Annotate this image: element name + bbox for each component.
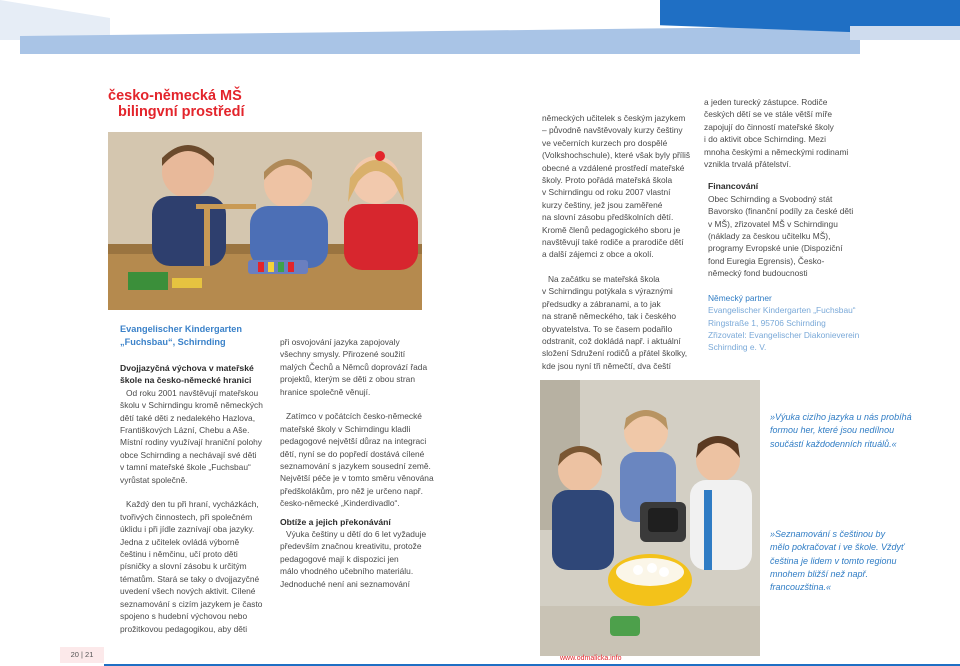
right-column-3a-line: – původně navštěvovaly kurzy češtiny — [542, 125, 683, 136]
left-column-1-line: uvedení všech nových aktivit. Cílené — [120, 586, 256, 597]
left-column-1-line: tématům. Stará se taky o dvojjazyčné — [120, 573, 260, 584]
quote-2-line: francouzština.« — [770, 582, 832, 593]
right-column-3a-line: obecné a vzdálené prostředí mateřské — [542, 162, 685, 173]
title-line-2: bilingvní prostředí — [118, 104, 245, 120]
right-column-4a-line: mnoha českými a německými rodinami — [704, 146, 849, 157]
left-column-1-line: písničky a slovní zásobu k určitým — [120, 561, 247, 572]
photo-illustration-2 — [540, 380, 760, 656]
photo-children-popcorn — [540, 380, 760, 656]
quote-1-line: »Výuka cizího jazyka u nás probíhá — [770, 412, 912, 422]
right-column-3a-line: Kromě členů pedagogického sboru je — [542, 224, 681, 235]
section1-heading-line-1: Dvojjazyčná výchova v mateřské — [120, 363, 254, 373]
left-column-2a-line: Zatímco v počátcích česko-německé — [286, 411, 422, 422]
left-column-2-text-b — [280, 528, 455, 590]
left-column-1-line — [120, 486, 285, 498]
page-numbers: 20 | 21 — [60, 647, 104, 663]
left-column-1-line: prožitkovou pedagogikou, aby děti — [120, 623, 248, 634]
left-column-2b-line: Jednoduché není ani seznamování — [280, 578, 410, 589]
financing-text — [704, 193, 864, 280]
right-column-3a-line: (Volkshochschule), které však byly příliš — [542, 150, 691, 161]
left-column-1-line: Jedna z učitelek ovládá výborně — [120, 536, 240, 547]
right-column-3-text-a — [542, 112, 712, 261]
left-column-2a-line: česko-německé „Kinderdivadlo“. — [280, 498, 400, 509]
photo-children-playing — [108, 132, 422, 310]
left-column-2a-line: projektů, kterým se děti z obou stran — [280, 374, 415, 385]
left-column-2-text-a — [280, 336, 455, 510]
kindergarten-name-line-1: Evangelischer Kindergarten — [120, 324, 243, 334]
header-stripe-mid — [20, 26, 860, 54]
left-column-2b-line: pedagogové mají k dispozici jen — [280, 553, 399, 564]
left-column-2 — [280, 336, 455, 590]
left-column-1-line: v tamní mateřské škole „Fuchsbau“ — [120, 462, 251, 473]
left-column-1-line: spojeno s hudební výchovou nebo — [120, 611, 248, 622]
right-column-3a-line: školy. Proto pořádá mateřská škola — [542, 175, 673, 186]
photo-illustration-1 — [108, 132, 422, 310]
kindergarten-name-line-2: „Fuchsbau“, Schirnding — [120, 337, 226, 347]
right-column-3a-line: německých učitelek s českým jazykem — [542, 113, 686, 123]
kindergarten-name — [120, 323, 280, 349]
partner-line: Ringstraße 1, 95706 Schirnding — [708, 317, 826, 328]
right-column-3b-line: odstranit, což dokládá např. i aktuální — [542, 335, 681, 346]
left-column-2a-line: mateřské školy v Schirndingu kladli — [280, 423, 411, 434]
right-column-3a-line: kurzy češtiny, jež jsou zaměřené — [542, 199, 663, 210]
page-title — [108, 88, 244, 120]
right-column-3b-line: složení Sdružení rodičů a přátel školky, — [542, 348, 688, 359]
header-stripe-light — [0, 0, 110, 40]
left-column-2b-line: především značnou kreativitu, protože — [280, 541, 422, 552]
quote-2-line: mnohem bližší než např. — [770, 568, 869, 579]
partner-line: Schirnding e. V. — [708, 342, 767, 353]
left-column-1-line: vyrůstat společně. — [120, 474, 188, 485]
left-column-2a-line — [280, 398, 455, 410]
right-column-3b-line: předsudky a zábranami, a to jak — [542, 298, 661, 309]
left-column-2a-line: malých Čechů a Němců doprovází řada — [280, 361, 428, 372]
left-column-1-line: tvořivých činnostech, při společném — [120, 511, 253, 522]
financing-line: programy Evropské unie (Dispoziční — [708, 243, 843, 254]
left-column-2b-line: Výuka češtiny u dětí do 6 let vyžaduje — [286, 529, 427, 540]
quote-2-line: mělo pokračovat i ve škole. Vždyť — [770, 542, 905, 553]
left-column-2a-line: všechny smysly. Přirozené soužití — [280, 349, 406, 360]
left-column-1-line: úklidu i při jídle zaznívají oba jazyky. — [120, 524, 255, 535]
quote-1-line: formou her, které jsou nedílnou — [770, 425, 895, 436]
right-column-3b-line: Na začátku se mateřská škola — [548, 273, 660, 284]
left-column-1-text — [120, 387, 285, 635]
financing-line: Bavorsko (finanční podíly za české děti — [708, 206, 854, 217]
right-column-3a-line: ve večerních kurzech pro dospělé — [542, 137, 668, 148]
quote-2-line: čeština je lidem v tomto regionu — [770, 555, 897, 566]
section2-heading: Obtíže a jejich překonávání — [280, 516, 391, 527]
header-stripe-pale — [850, 26, 960, 40]
right-column-3a-line: navštěvují také rodiče a prarodiče dětí — [542, 237, 684, 248]
right-column-3a-line: v Schirndingu od roku 2007 vlastní — [542, 187, 671, 198]
quote-1 — [770, 411, 950, 451]
left-column-1-line: školu v Schirndingu kromě německých — [120, 400, 263, 411]
left-column-2a-line: hranice společně věnují. — [280, 386, 371, 397]
left-column-1-line: Místní rodiny využívají hraniční polohy — [120, 437, 262, 448]
right-column-4a-line: zapojují do činností mateřské školy — [704, 121, 834, 132]
right-column-3-text-b — [542, 273, 712, 372]
financing-line: Obec Schirnding a Svobodný stát — [708, 193, 833, 204]
left-column-1-line: dětí také děti z nedalekého Hazlova, — [120, 412, 256, 423]
right-column-3b-line: obyvatelstva. To se časem podařilo — [542, 323, 673, 334]
left-column-1-line: Od roku 2001 navštěvují mateřskou — [126, 387, 259, 398]
right-column-3b-line: v Schirndingu potýkala s výraznými — [542, 286, 673, 297]
right-column-4a-line: českých dětí se ve stále větší míře — [704, 109, 833, 120]
left-column-1-line: seznamování s cizím jazykem je často — [120, 598, 263, 609]
financing-line: německý fond budoucnosti — [708, 268, 808, 279]
left-column-2a-line: dětí, nyní se do popředí dostává cílené — [280, 448, 425, 459]
left-column-1-line: Františkových Lázní, Chebu a Aše. — [120, 425, 250, 436]
left-column-2a-line: seznamování s jazykem sousední země. — [280, 461, 431, 472]
financing-line: fond Euregia Egrensis), Česko- — [708, 255, 825, 266]
partner-line: Zřizovatel: Evangelischer Diakonieverein — [708, 329, 860, 340]
right-column-3 — [542, 112, 712, 372]
right-column-3b-line: na straně německého, tak i českého — [542, 311, 677, 322]
right-column-3a-line: a další zájemci z obce a okolí. — [542, 249, 654, 260]
left-column-2a-line: při osvojování jazyka zapojovaly — [280, 337, 400, 347]
left-column-2a-line: předškolákům, pro něž je určeno např. — [280, 485, 423, 496]
right-column-4-text-a — [704, 96, 864, 170]
section1-heading-line-2: škole na česko-německé hranici — [120, 375, 252, 386]
website-link[interactable]: www.odmalicka.info — [560, 655, 622, 662]
left-column-1-line: obce Schirnding a nechávají své děti — [120, 449, 257, 460]
quote-2 — [770, 528, 950, 594]
right-column-4 — [704, 96, 864, 354]
partner-line: Evangelischer Kindergarten „Fuchsbau“ — [708, 305, 856, 316]
right-column-4a-line: vznikla trvalá přátelství. — [704, 159, 792, 170]
quote-2-line: »Seznamování s češtinou by — [770, 529, 886, 539]
right-column-4a-line: a jeden turecký zástupce. Rodiče — [704, 97, 828, 107]
left-column-1-line: Každý den tu při hraní, vycházkách, — [126, 499, 259, 510]
left-column-2a-line: Největší péče je v tomto směru věnována — [280, 473, 434, 484]
financing-line: (náklady za českou učitelku MŠ), — [708, 231, 831, 242]
right-column-3b-line: kde jsou nyní tři němečtí, dva čeští — [542, 360, 671, 371]
right-column-3a-line: na slovní zásobu předškolních dětí. — [542, 212, 674, 223]
left-column-1-line: češtinu i němčinu, učí proto děti — [120, 549, 238, 560]
financing-line: v MŠ), zřizovatel MŠ v Schirndingu — [708, 218, 838, 229]
partner-text — [704, 304, 864, 354]
title-line-1: česko-německá MŠ — [108, 88, 242, 104]
financing-heading: Financování — [708, 181, 759, 192]
left-column-1 — [120, 362, 285, 635]
quote-1-line: součástí každodenních rituálů.« — [770, 438, 897, 449]
left-column-2a-line: pedagogové největší důraz na integraci — [280, 436, 427, 447]
partner-heading: Německý partner — [708, 292, 772, 303]
left-column-2b-line: málo vhodného učebního materiálu. — [280, 566, 414, 577]
right-column-4a-line: i do aktivit obce Schirnding. Mezi — [704, 134, 826, 145]
